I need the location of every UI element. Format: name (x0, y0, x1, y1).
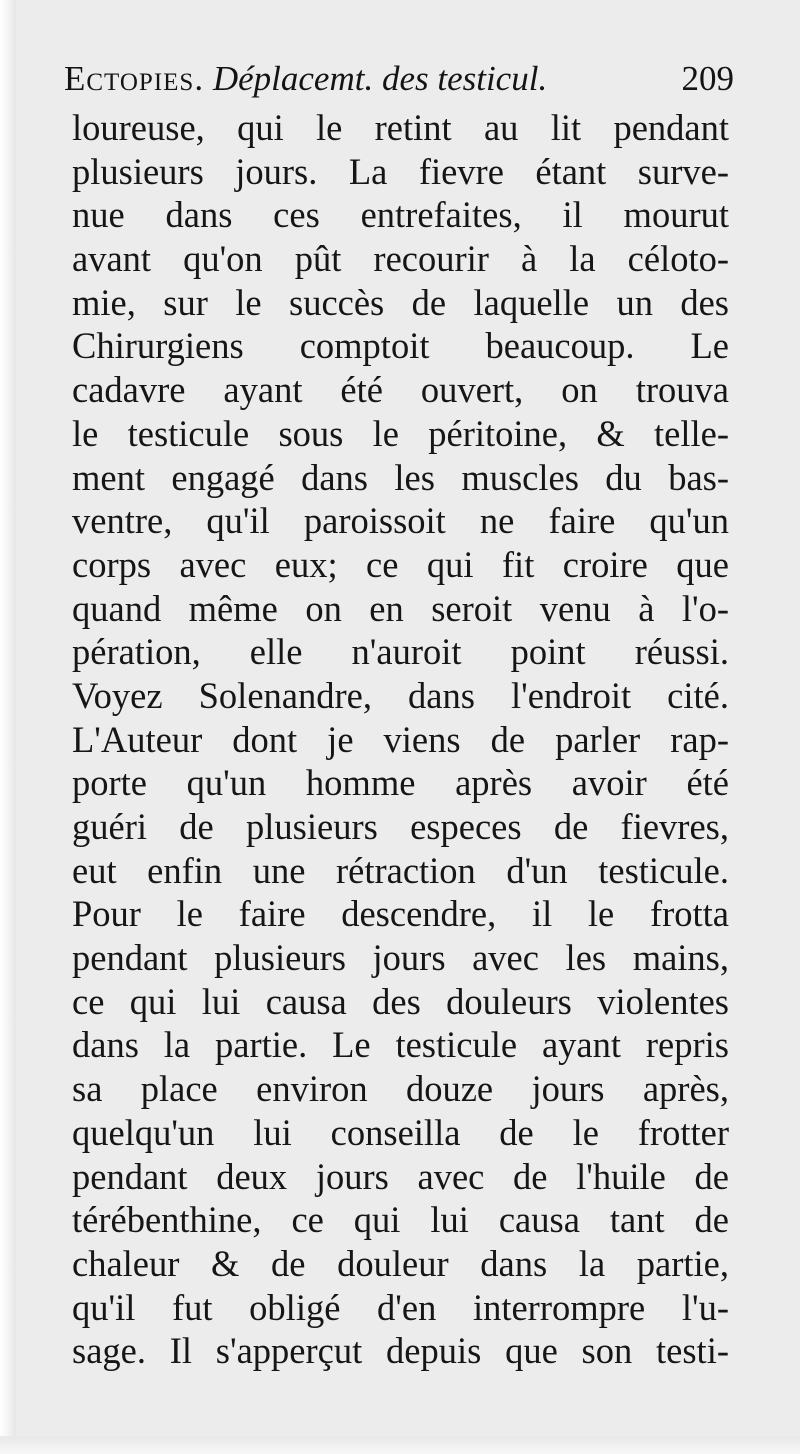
text-line: corps avec eux; ce qui fit croire que (72, 543, 729, 585)
text-line: nue dans ces entrefaites, il mourut (72, 194, 729, 236)
body-text (72, 106, 729, 1373)
page-left-edge (0, 0, 16, 1454)
running-head (64, 56, 547, 102)
page-bottom-edge (0, 1436, 800, 1454)
text-line: sa place environ douze jours après, (72, 1068, 729, 1110)
text-line: quand même on en seroit venu à l'o- (72, 587, 729, 629)
page-header (64, 56, 734, 102)
running-head-subject: Déplacemt. des testicul. (212, 59, 548, 98)
text-line: loureuse, qui le retint au lit pendant (72, 107, 729, 148)
text-line: chaleur & de douleur dans la partie, (72, 1242, 729, 1284)
running-head-section: Ectopies. (64, 59, 205, 98)
text-line: dans la partie. Le testicule ayant repris (72, 1024, 729, 1066)
text-line: porte qu'un homme après avoir été (72, 762, 729, 804)
text-line: qu'il fut obligé d'en interrompre l'u- (72, 1286, 729, 1328)
text-line: sage. Il s'apperçut depuis que son testi- (72, 1330, 729, 1372)
text-line: avant qu'on pût recourir à la céloto- (72, 238, 729, 280)
text-line: quelqu'un lui conseilla de le frotter (72, 1111, 729, 1153)
text-line: le testicule sous le péritoine, & telle- (72, 412, 729, 454)
text-line: ventre, qu'il paroissoit ne faire qu'un (72, 500, 729, 542)
text-line: L'Auteur dont je viens de parler rap- (72, 718, 729, 760)
text-line: Voyez Solenandre, dans l'endroit cité. (72, 674, 729, 716)
text-line: pération, elle n'auroit point réussi. (72, 631, 729, 673)
text-line: ment engagé dans les muscles du bas- (72, 456, 729, 498)
text-line: Chirurgiens comptoit beaucoup. Le (72, 325, 729, 367)
text-line: eut enfin une rétraction d'un testicule. (72, 849, 729, 891)
text-line: Pour le faire descendre, il le frotta (72, 893, 729, 935)
text-line: mie, sur le succès de laquelle un des (72, 281, 729, 323)
text-line: térébenthine, ce qui lui causa tant de (72, 1199, 729, 1241)
page-number: 209 (681, 59, 734, 98)
text-line: cadavre ayant été ouvert, on trouva (72, 369, 729, 411)
text-line: pendant deux jours avec de l'huile de (72, 1155, 729, 1197)
text-line: ce qui lui causa des douleurs violentes (72, 980, 729, 1022)
text-line: pendant plusieurs jours avec les mains, (72, 937, 729, 979)
text-line: plusieurs jours. La fievre étant surve- (72, 150, 729, 192)
text-line: guéri de plusieurs especes de fievres, (72, 806, 729, 847)
